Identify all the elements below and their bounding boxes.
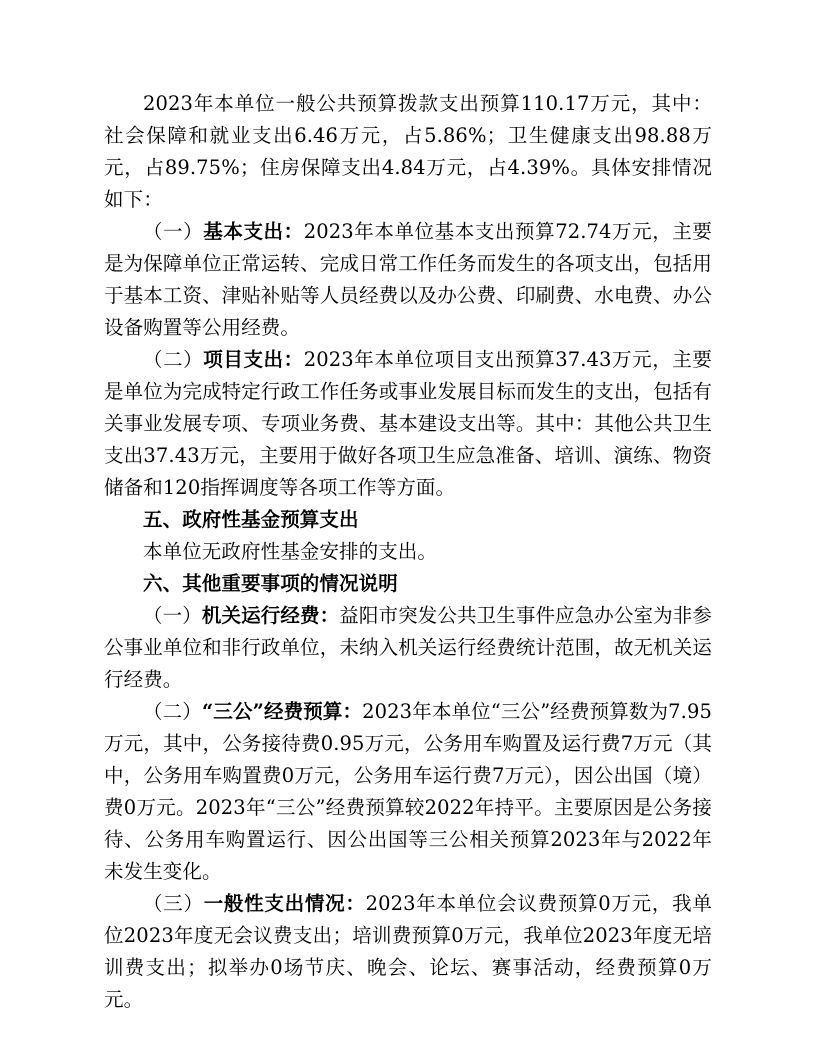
para-three-public-expenses-run-1: “三公”经费预算： [201,700,363,723]
para-basic-expenditure-run-2: 2023年本单位基本支出预算72.74万元，主要是为保障单位正常运转、完成日常工作任务而发生的各项支出，包括用于基本工资、津贴补贴等人员经费以及办公费、印刷费、水电费、办公设备购置等公用经费。 [104,220,712,339]
para-project-expenditure-run-0: （二） [143,348,204,371]
para-agency-operating-expenses-run-2: 益阳市突发公共卫生事件应急办公室为非参公事业单位和非行政单位，未纳入机关运行经费统计范围，故无机关运行经费。 [104,604,713,691]
para-agency-operating-expenses [104,600,712,696]
para-project-expenditure-run-2: 2023年本单位项目支出预算37.43万元，主要是单位为完成特定行政工作任务或事业发展目标而发生的支出，包括有关事业发展专项、专项业务费、基本建设支出等。其中：其他公共卫生支出37.43万元，主要用于做好各项卫生应急准备、培训、演练、物资储备和120指挥调度等各项工作等方面。 [104,348,712,499]
heading-government-fund-budget-expenditure [104,504,712,536]
para-general-budget-expenditure [104,88,712,216]
document-body [104,88,712,1016]
para-general-expenditure-situation-run-1: 一般性支出情况： [203,892,366,915]
heading-government-fund-budget-expenditure-run-0: 五、政府性基金预算支出 [143,508,359,531]
para-three-public-expenses-run-0: （二） [143,700,202,723]
para-general-budget-expenditure-run-0: 2023年本单位一般公共预算拨款支出预算110.17万元，其中：社会保障和就业支出6.46万元，占5.86%；卫生健康支出98.88万元，占89.75%；住房保障支出4.84万元，占4.39%。具体安排情况如下： [104,92,712,211]
para-no-government-fund [104,536,712,568]
para-project-expenditure-run-1: 项目支出： [203,348,304,371]
para-agency-operating-expenses-run-1: 机关运行经费： [201,604,340,627]
para-general-expenditure-situation-run-2: 2023年本单位会议费预算0万元，我单位2023年度无会议费支出；培训费预算0万元，我单位2023年度无培训费支出；拟举办0场节庆、晚会、论坛、赛事活动，经费预算0万元。 [104,892,712,1011]
para-general-expenditure-situation [104,888,712,1016]
para-project-expenditure [104,344,712,504]
heading-other-important-matters-run-0: 六、其他重要事项的情况说明 [143,572,398,595]
para-agency-operating-expenses-run-0: （一） [143,604,202,627]
heading-other-important-matters [104,568,712,600]
para-basic-expenditure-run-0: （一） [143,220,204,243]
para-basic-expenditure [104,216,712,344]
para-basic-expenditure-run-1: 基本支出： [203,220,304,243]
para-general-expenditure-situation-run-0: （三） [143,892,204,915]
para-no-government-fund-run-0: 本单位无政府性基金安排的支出。 [143,540,438,563]
para-three-public-expenses-run-2: 2023年本单位“三公”经费预算数为7.95万元，其中，公务接待费0.95万元，公务用车购置及运行费7万元（其中，公务用车购置费0万元，公务用车运行费7万元），因公出国（境）费0万元。2023年“三公”经费预算较2022年持平。主要原因是公务接待、公务用车购置运行、因公出国等三公相关预算2023年与2022年未发生变化。 [104,700,712,883]
para-three-public-expenses [104,696,712,888]
